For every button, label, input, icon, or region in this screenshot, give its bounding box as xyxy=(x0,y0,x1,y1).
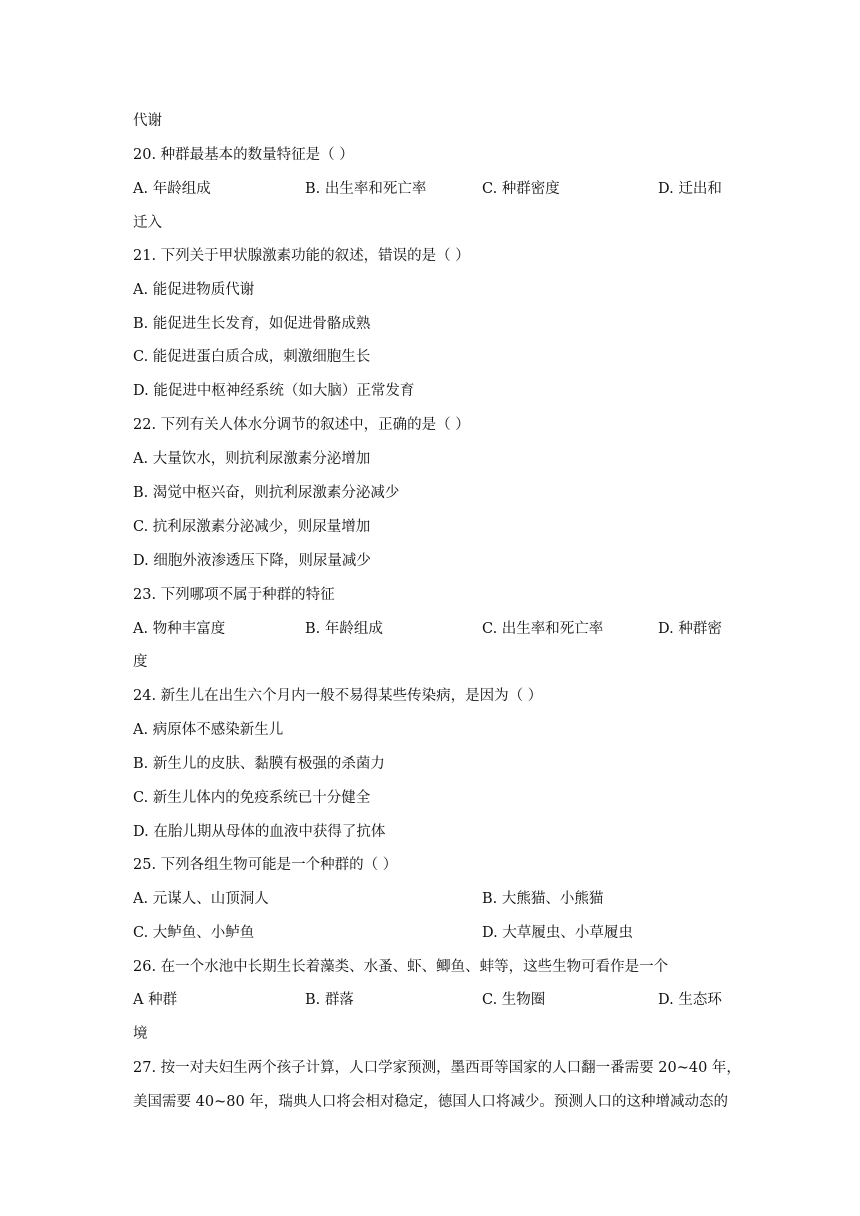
q20-option-c: C. 种群密度 xyxy=(482,181,560,197)
q21-option-d: D. 能促进中枢神经系统（如大脑）正常发育 xyxy=(133,383,415,399)
q22-option-d: D. 细胞外液渗透压下降，则尿量减少 xyxy=(133,553,371,569)
q24-option-c: C. 新生儿体内的免疫系统已十分健全 xyxy=(133,790,371,806)
continued-text: 代谢 xyxy=(133,113,162,129)
q26-option-d: D. 生态环 xyxy=(658,992,722,1008)
q24-option-b: B. 新生儿的皮肤、黏膜有极强的杀菌力 xyxy=(133,756,385,772)
q23-option-b: B. 年龄组成 xyxy=(305,621,383,637)
q23-option-c: C. 出生率和死亡率 xyxy=(482,621,604,637)
question-22: 22. 下列有关人体水分调节的叙述中，正确的是（ ） xyxy=(133,417,470,433)
q25-option-b: B. 大熊猫、小熊猫 xyxy=(482,891,604,907)
q20-option-d: D. 迁出和 xyxy=(658,181,722,197)
q26-option-c: C. 生物圈 xyxy=(482,992,546,1008)
q26-option-b: B. 群落 xyxy=(305,992,354,1008)
q24-option-d: D. 在胎儿期从母体的血液中获得了抗体 xyxy=(133,824,386,840)
question-23: 23. 下列哪项不属于种群的特征 xyxy=(133,587,335,603)
question-25: 25. 下列各组生物可能是一个种群的（ ） xyxy=(133,857,398,873)
question-26: 26. 在一个水池中长期生长着藻类、水蚤、虾、鲫鱼、蚌等，这些生物可看作是一个 xyxy=(133,959,669,975)
q26-option-d-continued: 境 xyxy=(133,1026,148,1042)
q20-option-b: B. 出生率和死亡率 xyxy=(305,181,427,197)
q21-option-a: A. 能促进物质代谢 xyxy=(133,282,255,298)
q21-option-c: C. 能促进蛋白质合成，刺激细胞生长 xyxy=(133,349,371,365)
q25-option-d: D. 大草履虫、小草履虫 xyxy=(482,925,633,941)
q20-option-a: A. 年龄组成 xyxy=(133,181,211,197)
q22-option-c: C. 抗利尿激素分泌减少，则尿量增加 xyxy=(133,519,371,535)
q25-option-a: A. 元谋人、山顶洞人 xyxy=(133,891,269,907)
question-27-line-2: 美国需要 40~80 年，瑞典人口将会相对稳定，德国人口将减少。预测人口的这种增减动态的 xyxy=(133,1094,728,1110)
question-20: 20. 种群最基本的数量特征是（ ） xyxy=(133,147,354,163)
q22-option-a: A. 大量饮水，则抗利尿激素分泌增加 xyxy=(133,451,371,467)
q23-option-a: A. 物种丰富度 xyxy=(133,621,226,637)
q23-option-d: D. 种群密 xyxy=(658,621,722,637)
q25-option-c: C. 大鲈鱼、小鲈鱼 xyxy=(133,925,255,941)
q20-option-d-continued: 迁入 xyxy=(133,215,162,231)
q22-option-b: B. 渴觉中枢兴奋，则抗利尿激素分泌减少 xyxy=(133,485,400,501)
q23-option-d-continued: 度 xyxy=(133,654,148,670)
q21-option-b: B. 能促进生长发育，如促进骨骼成熟 xyxy=(133,316,371,332)
q24-option-a: A. 病原体不感染新生儿 xyxy=(133,722,284,738)
question-24: 24. 新生儿在出生六个月内一般不易得某些传染病，是因为（ ） xyxy=(133,688,543,704)
q26-option-a: A 种群 xyxy=(133,992,178,1008)
question-21: 21. 下列关于甲状腺激素功能的叙述，错误的是（ ） xyxy=(133,248,470,264)
question-27-line-1: 27. 按一对夫妇生两个孩子计算，人口学家预测，墨西哥等国家的人口翻一番需要 20~40 年， xyxy=(133,1060,741,1076)
